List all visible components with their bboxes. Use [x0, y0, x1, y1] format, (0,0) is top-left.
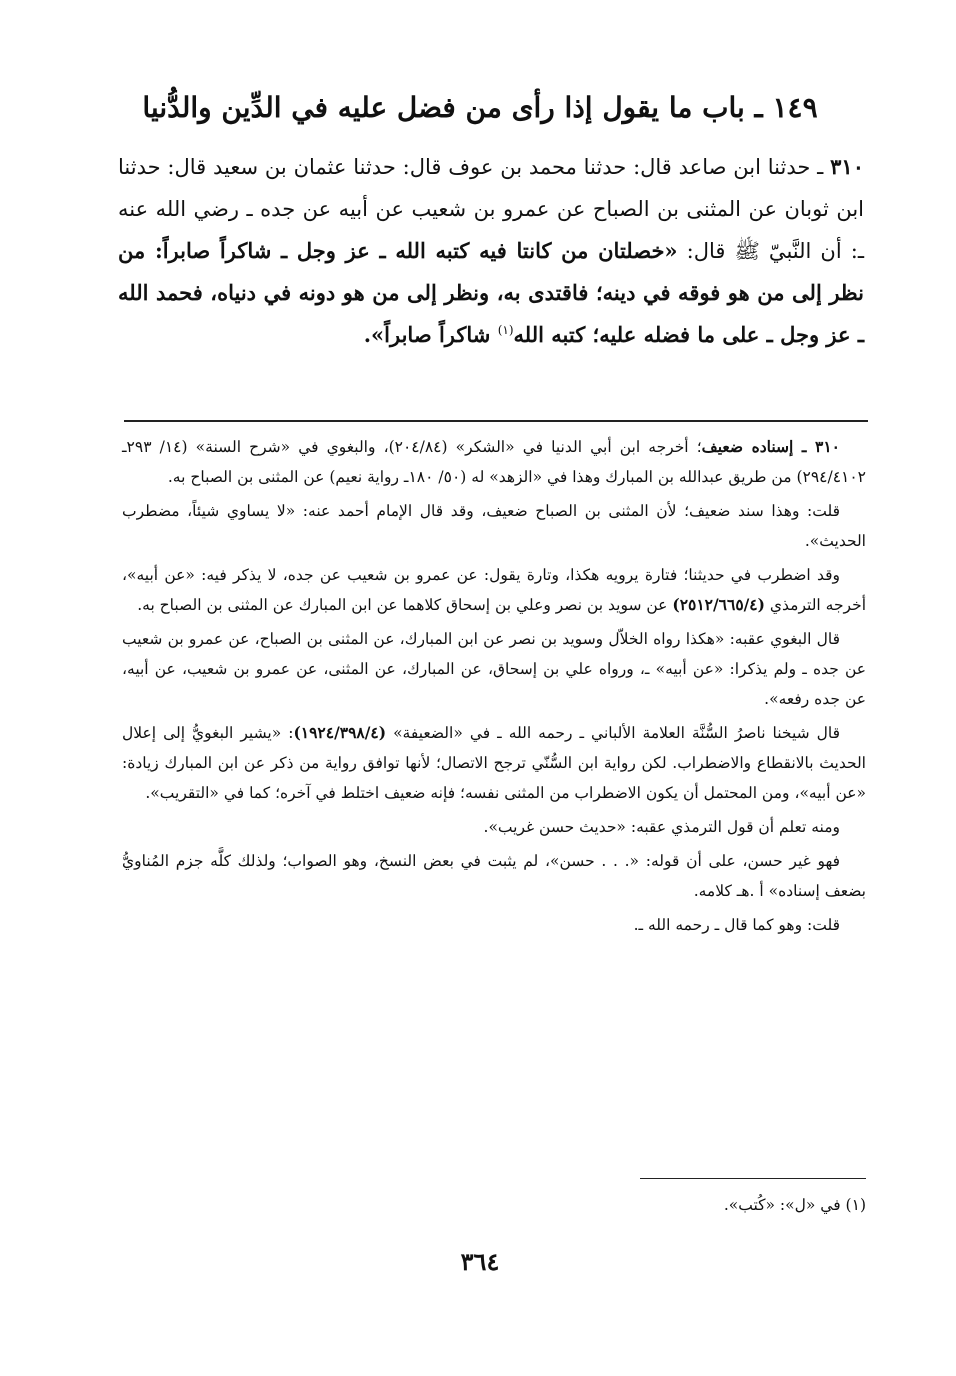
note-paragraph: قال البغوي عقبه: «هكذا رواه الخلاّل وسويد بن نصر عن ابن المبارك، عن المثنى بن الصباح، عن عمرو بن شعيب عن جده ـ ولم يذكرا: «عن أبيه» ـ، ورواه علي بن إسحاق، عن المبارك، عن المثنى، عن عمرو بن شعيب، عن أبيه، عن جده رفعه». — [122, 630, 866, 708]
note-text: وقد اضطرب في حديثنا؛ فتارة يرويه هكذا، وتارة يقول: عن عمرو بن شعيب عن جده، لا يذكر فيه: «عن أبيه»، أخرجه الترمذي — [122, 566, 866, 614]
footnote-divider — [640, 1178, 866, 1179]
note-reference: (١٩٢٤/٣٩٨/٤) — [293, 723, 387, 742]
footnote-marker: (١) — [497, 323, 514, 337]
note-paragraph — [122, 432, 866, 492]
note-number: ٣١٠ — [815, 437, 840, 456]
hadith-number: ٣١٠ — [830, 154, 864, 179]
note-text: قال شيخنا ناصرُ السُّنَّة العلامة الألباني ـ رحمه الله ـ في «الضعيفة» — [386, 724, 841, 742]
note-text: عن سويد بن نصر وعلي بن إسحاق كلاهما عن ابن المبارك عن المثنى بن الصباح به. — [137, 596, 673, 614]
footnote-text: في «ل»: «كُتب». — [723, 1196, 846, 1214]
footnote — [560, 1192, 866, 1218]
footnote-number: (١) — [845, 1196, 866, 1214]
chapter-heading: ١٤٩ ـ باب ما يقول إذا رأى من فضل عليه في الدِّين والدُّنيا — [142, 91, 818, 124]
note-paragraph: فهو غير حسن، على أن قوله: «. . . حسن»، لم يثبت في بعض النسخ، وهو الصواب؛ ولذلك كلَّه جزم المُناويُّ بضعف إسناده» أ .هـ كلامه. — [122, 852, 866, 900]
note-reference: (٢٥١٢/٦٦٥/٤) — [672, 595, 765, 614]
commentary — [122, 432, 866, 944]
note-text: ؛ أخرجه ابن أبي الدنيا في «الشكر» (٢٠٤/٨٤)، والبغوي في «شرح السنة» (١٤/ ٢٩٣ـ ٢٩٤/٤١٠٢) من طريق عبدالله بن المبارك وهذا في «الزهد» له (٥٠/ ١٨٠ـ رواية نعيم) عن المثنى بن الصباح به. — [122, 438, 866, 486]
page-number: ٣٦٤ — [460, 1247, 500, 1276]
note-paragraph — [122, 560, 866, 620]
note-paragraph: قلت: وهذا سند ضعيف؛ لأن المثنى بن الصباح ضعيف، وقد قال الإمام أحمد عنه: «لا يساوي شيئاً، مضطرب الحديث». — [122, 502, 866, 550]
section-divider — [124, 420, 868, 422]
hadith-matn: «خصلتان من كانتا فيه كتبه الله ـ عز وجل ـ شاكراً صابراً: من نظر إلى من هو فوقه في دينه؛ فاقتدى به، ونظر إلى من هو دونه في دنياه، فحمد الله ـ عز وجل ـ على ما فضله عليه؛ كتبه الله — [118, 238, 864, 347]
note-paragraph: ومنه تعلم أن قول الترمذي عقبه: «حديث حسن غريب». — [483, 818, 840, 836]
hadith-isnad: ـ حدثنا ابن صاعد قال: حدثنا محمد بن عوف قال: حدثنا عثمان بن سعيد قال: حدثنا ابن ثوبان عن المثنى بن الصباح عن عمرو بن شعيب عن أبيه عن جده ـ رضي الله عنه ـ: أن النَّبيّ ﷺ قال: — [118, 155, 864, 263]
note-grading: ـ إسناده ضعيف — [701, 437, 815, 456]
note-paragraph: قلت: وهو كما قال ـ رحمه الله ـ. — [633, 916, 840, 934]
hadith-text — [118, 146, 864, 356]
note-paragraph — [122, 718, 866, 808]
hadith-matn-end: شاكراً صابراً». — [363, 322, 498, 347]
note-text: : «يشير البغويُّ إلى إعلال الحديث بالانقطاع والاضطراب. لكن رواية ابن السُّنّي ترجح الاتصال؛ لأنها توافق رواية من ذكر عن ابن المبارك زيادة: «عن أبيه»، ومن المحتمل أن يكون الاضطراب من المثنى نفسه؛ فإنه ضعيف اختلط في آخره؛ كما في «التقريب». — [122, 724, 866, 802]
